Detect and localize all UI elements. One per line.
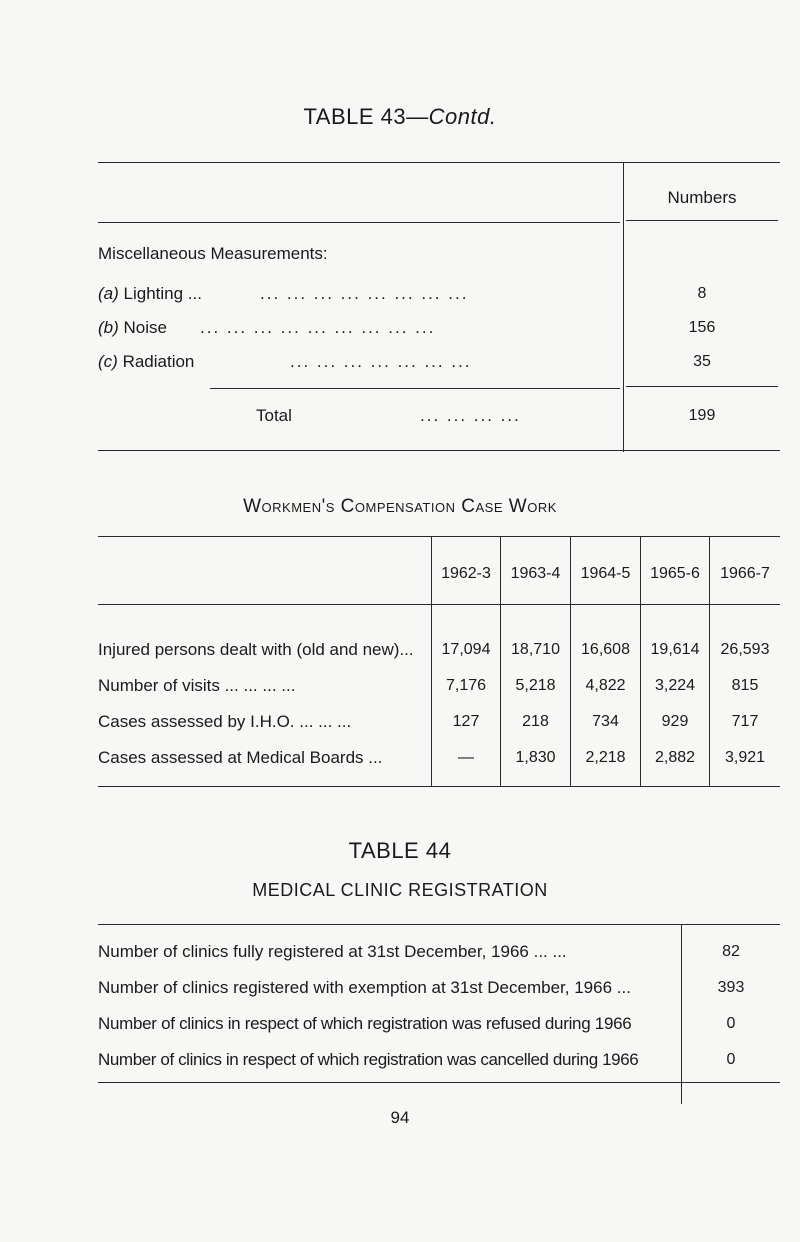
table-43-title-contd: —Contd. <box>406 104 497 129</box>
table-cell: 218 <box>522 713 549 730</box>
header-rule-right <box>626 220 778 221</box>
table-cell: 19,614 <box>650 641 700 658</box>
total-value: 199 <box>688 407 716 424</box>
workmen-top-rule <box>98 536 780 537</box>
table-cell: 127 <box>452 713 480 730</box>
table-cell: 3,224 <box>654 677 696 694</box>
table-44-subtitle: MEDICAL CLINIC REGISTRATION <box>252 880 548 900</box>
table-cell: 16,608 <box>581 641 630 658</box>
table-cell: 82 <box>722 943 740 960</box>
table-row <box>98 284 202 304</box>
table-cell: 5,218 <box>515 677 556 694</box>
table-43-title <box>0 104 800 130</box>
table-43-top-rule <box>98 162 780 163</box>
section-label: Miscellaneous Measurements: <box>98 244 328 263</box>
table-row <box>98 318 167 338</box>
table-44-title: TABLE 44 <box>348 838 452 863</box>
table-cell: 26,593 <box>720 641 770 658</box>
table-cell: 4,822 <box>585 677 626 694</box>
table-43-bottom-rule <box>98 450 780 451</box>
row-letter: (b) <box>98 318 119 337</box>
table-cell: 815 <box>731 677 759 694</box>
page-number: 94 <box>390 1108 410 1127</box>
table-cell: 3,921 <box>724 749 766 766</box>
leader-dots: ... ... ... ... ... ... ... ... ... <box>200 318 436 337</box>
header-rule-left <box>98 222 620 223</box>
table-row-label: Number of clinics in respect of which registration was cancelled during 1966 <box>98 1050 639 1069</box>
column-header: 1963-4 <box>510 565 561 582</box>
table-row-label: Number of visits ... ... ... ... <box>98 676 296 695</box>
row-value: 35 <box>693 353 711 370</box>
table-cell: 0 <box>726 1015 736 1032</box>
row-value: 156 <box>688 319 716 336</box>
table-row-label: Number of clinics in respect of which registration was refused during 1966 <box>98 1014 632 1033</box>
table-row-label: Number of clinics fully registered at 31st December, 1966 ... ... <box>98 942 567 961</box>
leader-dots: ... ... ... ... ... ... ... ... <box>260 284 469 303</box>
table-44-top-rule <box>98 924 780 925</box>
row-label: Radiation <box>122 352 195 371</box>
leader-dots: ... ... ... ... ... ... ... <box>290 352 472 371</box>
total-rule-left <box>210 388 620 389</box>
table-row-label: Injured persons dealt with (old and new)... <box>98 640 414 659</box>
table-cell: 717 <box>731 713 759 730</box>
table-43-title-main: TABLE 43 <box>303 104 407 129</box>
row-letter: (c) <box>98 352 118 371</box>
total-label: Total <box>256 406 292 425</box>
row-label: Lighting ... <box>123 284 202 303</box>
numbers-header: Numbers <box>667 188 737 207</box>
table-cell: 2,882 <box>654 749 696 766</box>
table-cell: 18,710 <box>511 641 560 658</box>
column-header: 1962-3 <box>441 565 491 582</box>
column-header: 1964-5 <box>580 565 631 582</box>
table-row <box>98 352 194 372</box>
table-cell: 0 <box>726 1051 736 1068</box>
table-cell: 1,830 <box>515 749 556 766</box>
workmen-title: Workmen's Compensation Case Work <box>243 496 557 517</box>
column-header: 1966-7 <box>720 565 770 582</box>
table-cell: 393 <box>717 979 745 996</box>
table-cell: 2,218 <box>585 749 626 766</box>
table-cell: 7,176 <box>445 677 487 694</box>
column-header: 1965-6 <box>650 565 700 582</box>
row-value: 8 <box>697 285 707 302</box>
table-cell: 929 <box>661 713 689 730</box>
total-rule-right <box>626 386 778 387</box>
row-letter: (a) <box>98 284 119 303</box>
table-row-label: Cases assessed at Medical Boards ... <box>98 748 383 767</box>
row-label: Noise <box>123 318 167 337</box>
table-cell: 17,094 <box>441 641 491 658</box>
table-row-label: Cases assessed by I.H.O. ... ... ... <box>98 712 352 731</box>
table-44-bottom-rule <box>98 1082 780 1083</box>
table-cell: — <box>458 749 474 766</box>
leader-dots: ... ... ... ... <box>420 406 521 425</box>
table-cell: 734 <box>592 713 619 730</box>
workmen-header-rule <box>98 604 780 605</box>
table-row-label: Number of clinics registered with exemption at 31st December, 1966 ... <box>98 978 631 997</box>
workmen-bottom-rule <box>98 786 780 787</box>
